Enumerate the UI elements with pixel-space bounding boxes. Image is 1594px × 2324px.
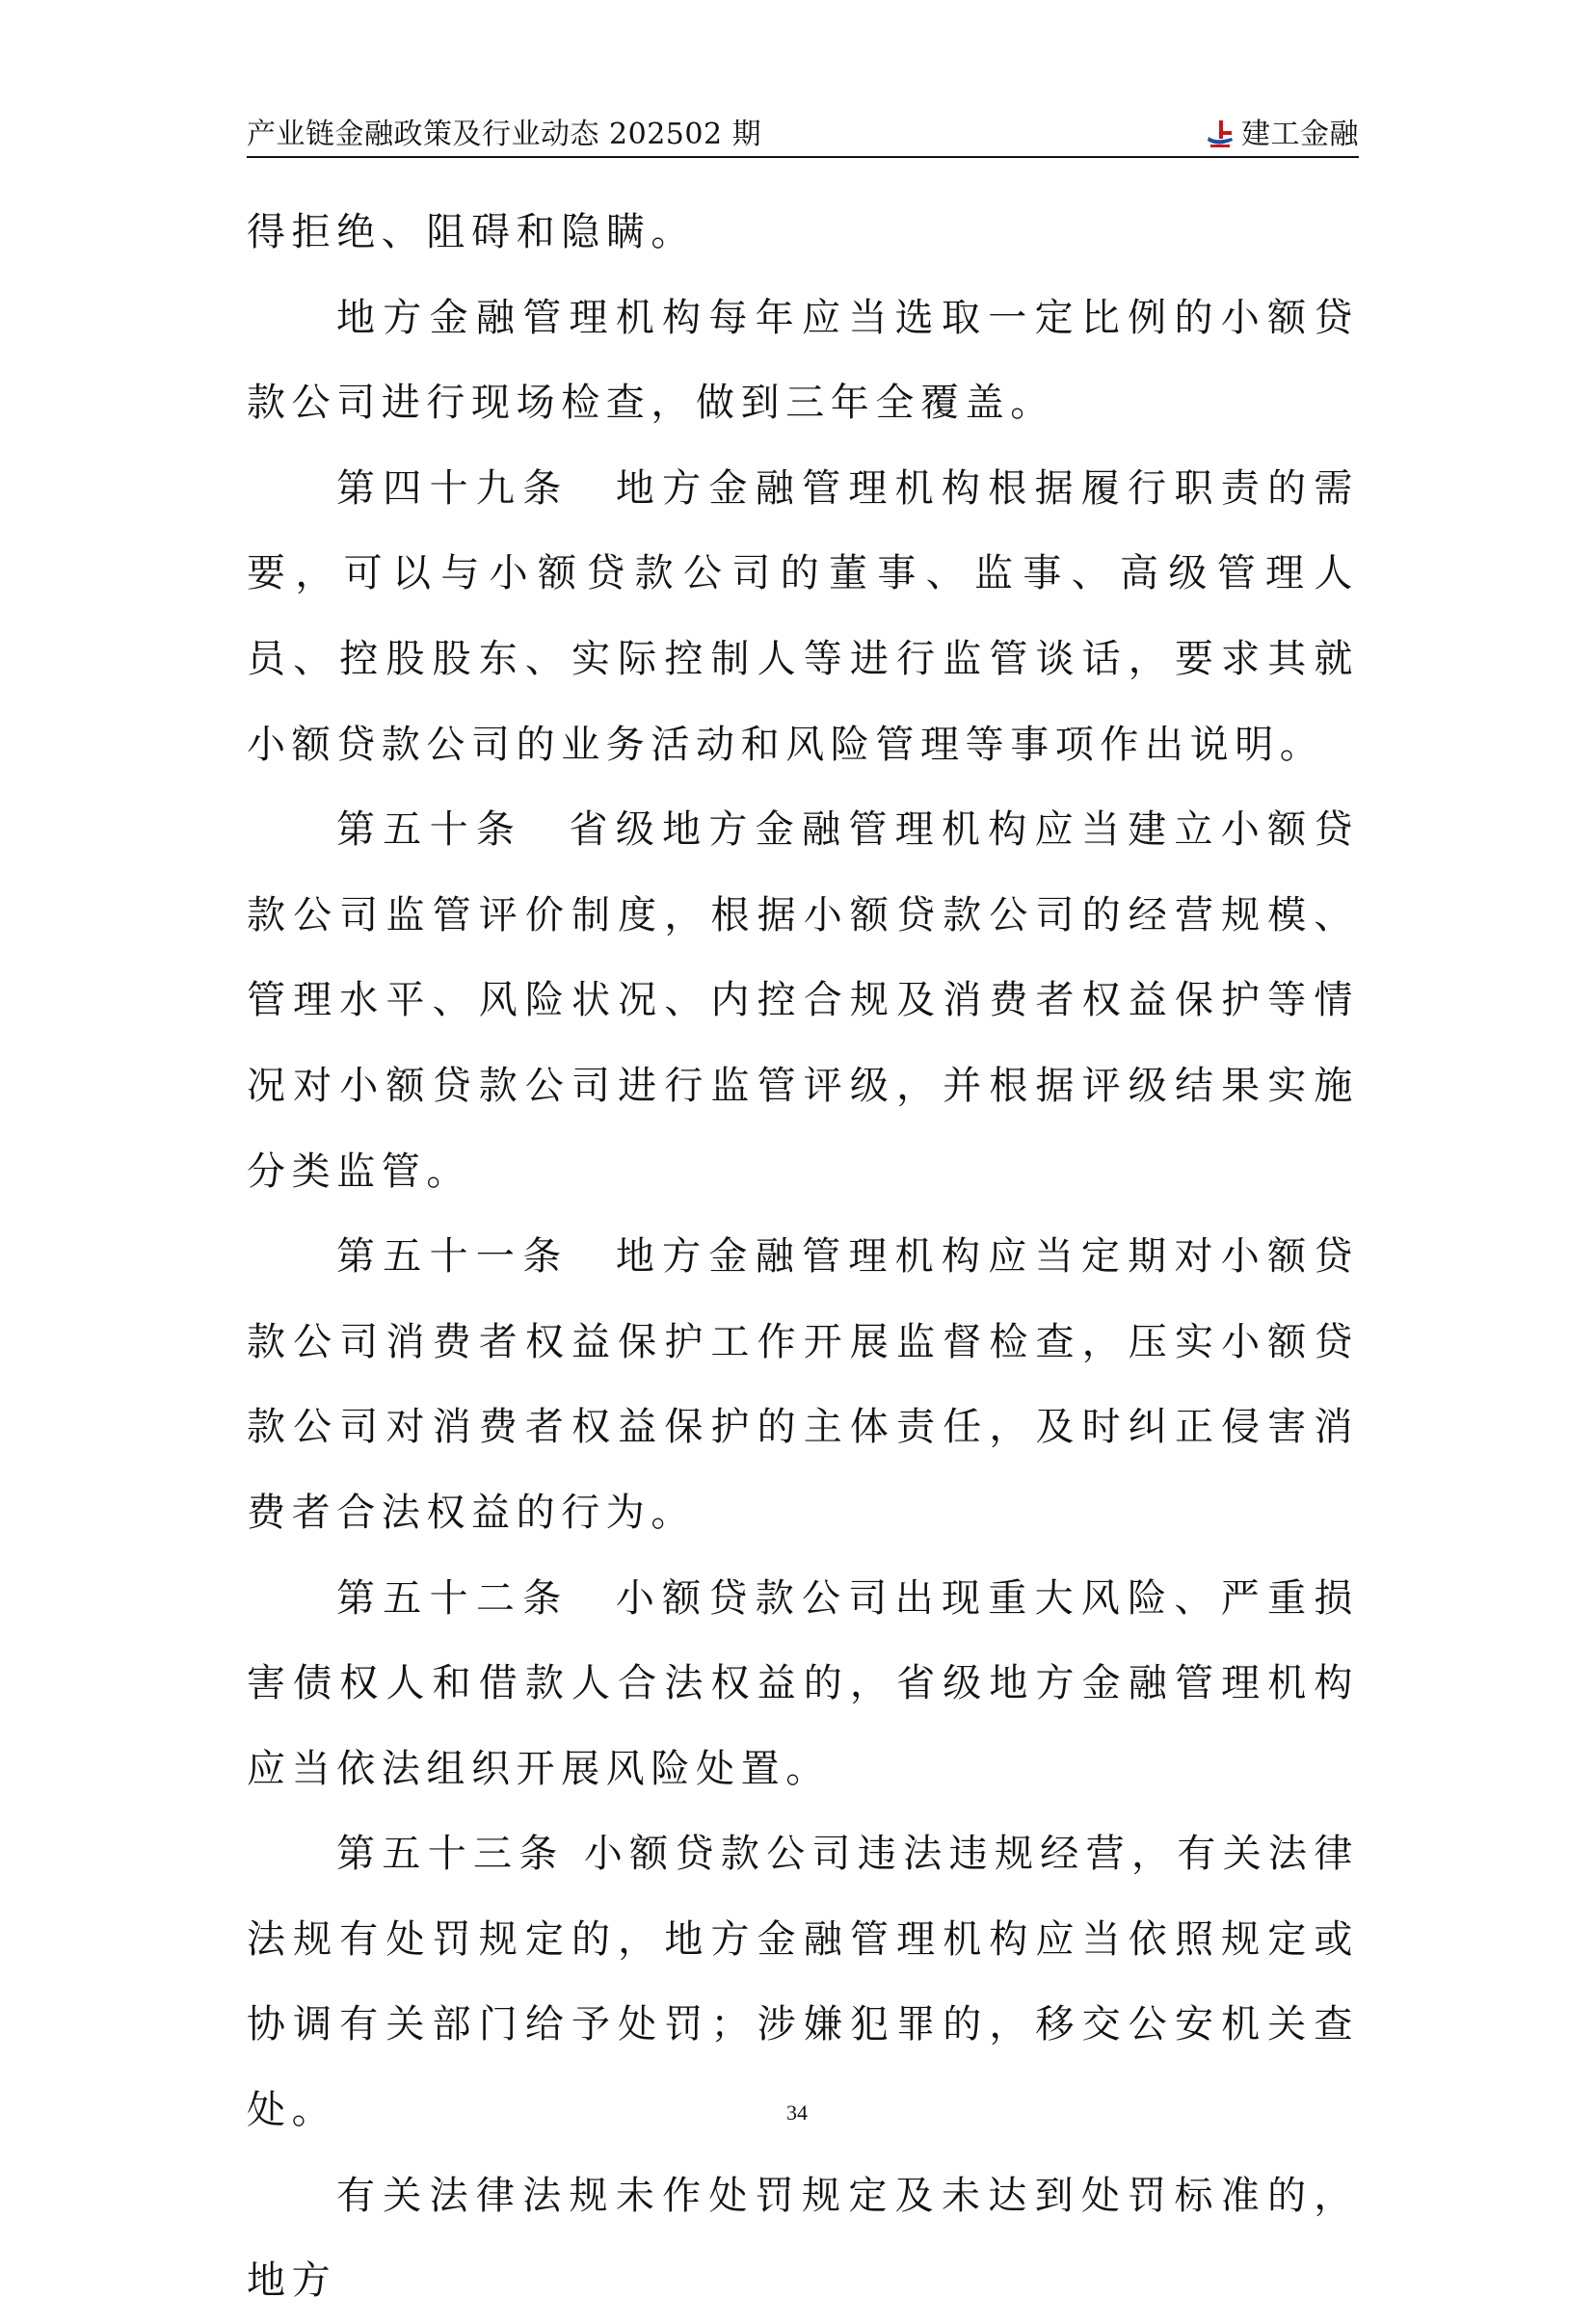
paragraph-article-53: 第五十三条 小额贷款公司违法违规经营，有关法律法规有处罚规定的，地方金融管理机构应当依照规定或协调有关部门给予处罚；涉嫌犯罪的，移交公安机关查处。	[247, 1832, 1359, 2133]
jiangong-logo-icon	[1203, 118, 1237, 152]
header-title: 产业链金融政策及行业动态 202502 期	[247, 118, 762, 151]
paragraph: 有关法律法规未作处罚规定及未达到处罚标准的，地方	[247, 2173, 1359, 2304]
header-brand	[1203, 114, 1359, 156]
paragraph: 地方金融管理机构每年应当选取一定比例的小额贷款公司进行现场检查，做到三年全覆盖。	[247, 295, 1359, 426]
paragraph-article-52: 第五十二条 小额贷款公司出现重大风险、严重损害债权人和借款人合法权益的，省级地方金融管理机构应当依法组织开展风险处置。	[247, 1575, 1359, 1791]
paragraph-article-49: 第四十九条 地方金融管理机构根据履行职责的需要，可以与小额贷款公司的董事、监事、高级管理人员、控股股东、实际控制人等进行监管谈话，要求其就小额贷款公司的业务活动和风险管理等事项作出说明。	[247, 465, 1359, 767]
paragraph-article-50: 第五十条 省级地方金融管理机构应当建立小额贷款公司监管评价制度，根据小额贷款公司的经营规模、管理水平、风险状况、内控合规及消费者权益保护等情况对小额贷款公司进行监管评级，并根据评级结果实施分类监管。	[247, 807, 1359, 1194]
brand-name: 建工金融	[1241, 118, 1359, 151]
header-divider	[247, 156, 1359, 158]
paragraph-continuation: 得拒绝、阻碍和隐瞒。	[247, 210, 696, 254]
page-header	[247, 114, 1359, 156]
document-body	[247, 190, 1359, 2324]
page-number: 34	[786, 2100, 808, 2125]
paragraph-article-51: 第五十一条 地方金融管理机构应当定期对小额贷款公司消费者权益保护工作开展监督检查，压实小额贷款公司对消费者权益保护的主体责任，及时纠正侵害消费者合法权益的行为。	[247, 1234, 1359, 1535]
